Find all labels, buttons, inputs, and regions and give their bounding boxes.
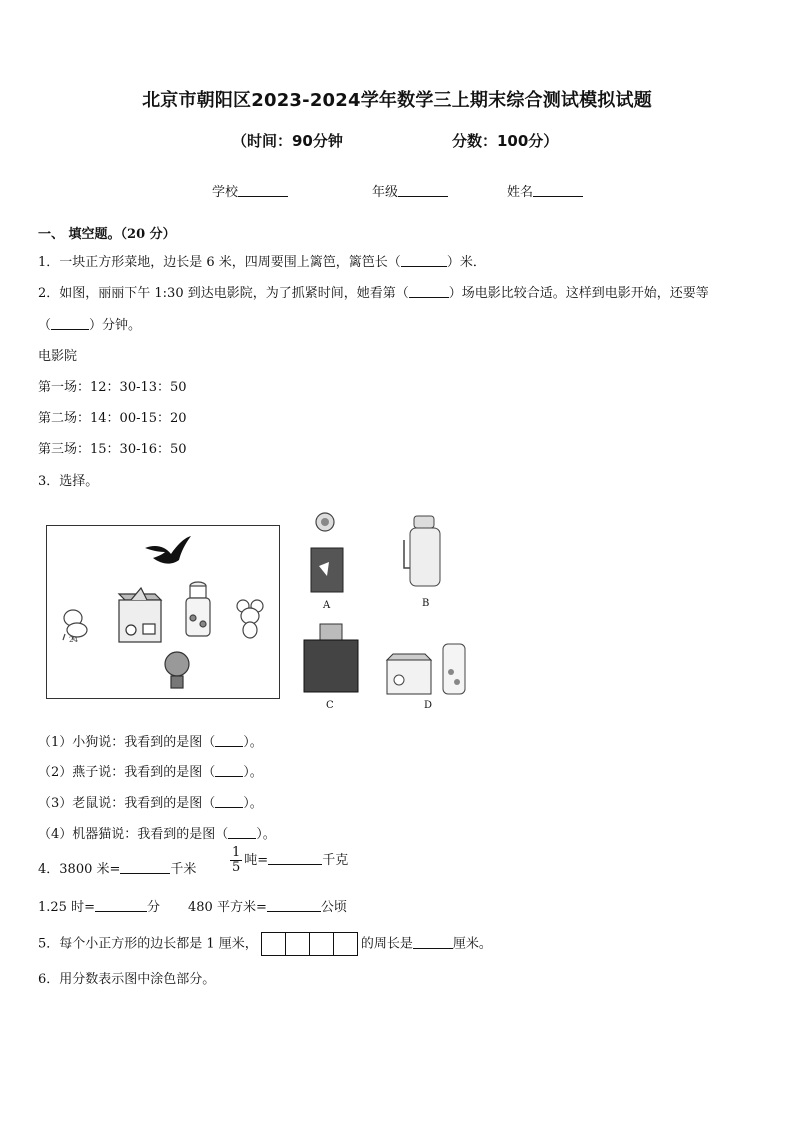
option-b-drawing: [400, 512, 450, 598]
scene-picture: [46, 525, 280, 699]
scene-drawing: [47, 526, 279, 698]
question-1: [38, 251, 486, 270]
dog-icon: [63, 610, 87, 644]
page-title: 北京市朝阳区2023-2024学年数学三上期末综合测试模拟试题: [142, 90, 652, 111]
fraction-numerator: 1: [232, 845, 241, 860]
option-c-drawing: [302, 622, 362, 694]
show-2: 第二场：14：00-15：20: [38, 411, 187, 426]
q2-tail: ）分钟。: [89, 318, 142, 333]
q4-b-blank[interactable]: [268, 852, 322, 865]
option-d[interactable]: [385, 642, 475, 714]
q4-c-blank[interactable]: [95, 899, 147, 912]
question-3: 3．选择。: [38, 474, 99, 489]
option-c[interactable]: [302, 622, 362, 714]
q3-sub-2: [38, 761, 263, 780]
option-d-label: D: [424, 700, 433, 711]
option-a[interactable]: [305, 510, 355, 610]
show-1: 第一场：12：30-13：50: [38, 380, 187, 395]
q2-open: （: [38, 318, 52, 333]
q3-sub-3-text: （3）老鼠说：我看到的是图（: [38, 796, 216, 811]
q4-d-unit: 公顷: [320, 900, 347, 915]
q4-b-text: 吨=: [244, 853, 269, 868]
q5-blank[interactable]: [413, 936, 453, 949]
grade-label: 年级: [372, 185, 399, 200]
q4-a-text: 4．3800 米=: [38, 862, 121, 877]
option-b[interactable]: [400, 512, 450, 610]
q2-text: 2．如图，丽丽下午 1:30 到达电影院，为了抓紧时间，她看第（: [38, 286, 409, 301]
q4-part-c: [38, 896, 160, 915]
option-b-label: B: [422, 598, 430, 609]
section-heading: 一、 填空题。（20 分）: [38, 227, 176, 242]
q1-text: 1．一块正方形菜地，边长是 6 米，四周要围上篱笆，篱笆长（: [38, 255, 401, 270]
box-icon: [119, 588, 161, 642]
q4-a-blank[interactable]: [120, 861, 170, 874]
q4-d-blank[interactable]: [267, 899, 321, 912]
option-a-label: A: [323, 600, 331, 611]
square-strip-figure: [261, 932, 358, 956]
q2-mid: ）场电影比较合适。这样到电影开始，还要等: [448, 286, 709, 301]
q3-sub-1-blank[interactable]: [215, 734, 243, 747]
name-field[interactable]: [507, 181, 583, 200]
q1-answer-blank[interactable]: [401, 254, 447, 267]
q4-c-text: 1.25 时=: [38, 900, 95, 915]
q2-answer-blank-2[interactable]: [51, 317, 89, 330]
q4-part-b: [228, 846, 348, 875]
q4-a-unit: 千米: [170, 862, 197, 877]
school-label: 学校: [212, 185, 239, 200]
exam-time: （时间：90分钟: [232, 132, 343, 150]
q3-sub-3-tail: ）。: [243, 796, 263, 811]
fraction-one-fifth: [230, 846, 242, 875]
cinema-label: 电影院: [38, 349, 78, 364]
q3-sub-3-blank[interactable]: [215, 795, 243, 808]
q4-b-unit: 千克: [322, 853, 349, 868]
swallow-icon: [145, 536, 191, 564]
q2-answer-blank-1[interactable]: [409, 285, 449, 298]
q4-c-unit: 分: [146, 900, 160, 915]
fraction-denominator: 5: [232, 860, 241, 875]
svg-text:24: 24: [69, 636, 78, 644]
bottle-icon: [186, 582, 210, 636]
school-blank[interactable]: [238, 184, 288, 197]
q4-part-a: [38, 858, 196, 877]
q3-sub-2-tail: ）。: [243, 765, 263, 780]
question-2-cont: [38, 314, 141, 333]
grade-field[interactable]: [372, 181, 448, 200]
question-2: [38, 282, 709, 301]
q3-sub-1: [38, 731, 263, 750]
q5-unit: 厘米。: [452, 936, 492, 952]
q3-sub-4-tail: ）。: [256, 827, 276, 842]
question-5: [38, 932, 492, 956]
q3-sub-4: [38, 823, 276, 842]
grade-blank[interactable]: [398, 184, 448, 197]
q3-sub-2-blank[interactable]: [215, 764, 243, 777]
option-a-drawing: [305, 510, 355, 610]
q5-tail: 的周长是: [360, 936, 413, 952]
q1-tail: ）米．: [446, 255, 486, 270]
option-d-drawing: [385, 642, 475, 696]
q5-text: 5．每个小正方形的边长都是 1 厘米，: [38, 936, 258, 952]
show-3: 第三场：15：30-16：50: [38, 442, 187, 457]
q3-sub-1-tail: ）。: [243, 735, 263, 750]
mouse-icon: [237, 600, 263, 638]
q3-sub-3: [38, 792, 263, 811]
q4-d-text: 480 平方米=: [188, 900, 267, 915]
question-6: 6．用分数表示图中涂色部分。: [38, 972, 216, 987]
q3-sub-1-text: （1）小狗说：我看到的是图（: [38, 735, 216, 750]
option-c-label: C: [326, 700, 334, 711]
robot-cat-icon: [165, 652, 189, 688]
q3-sub-4-blank[interactable]: [228, 826, 256, 839]
q3-sub-2-text: （2）燕子说：我看到的是图（: [38, 765, 216, 780]
school-field[interactable]: [212, 181, 288, 200]
exam-score: 分数：100分）: [452, 132, 559, 150]
q3-sub-4-text: （4）机器猫说：我看到的是图（: [38, 827, 229, 842]
q4-part-d: [188, 896, 347, 915]
name-blank[interactable]: [533, 184, 583, 197]
name-label: 姓名: [507, 185, 534, 200]
